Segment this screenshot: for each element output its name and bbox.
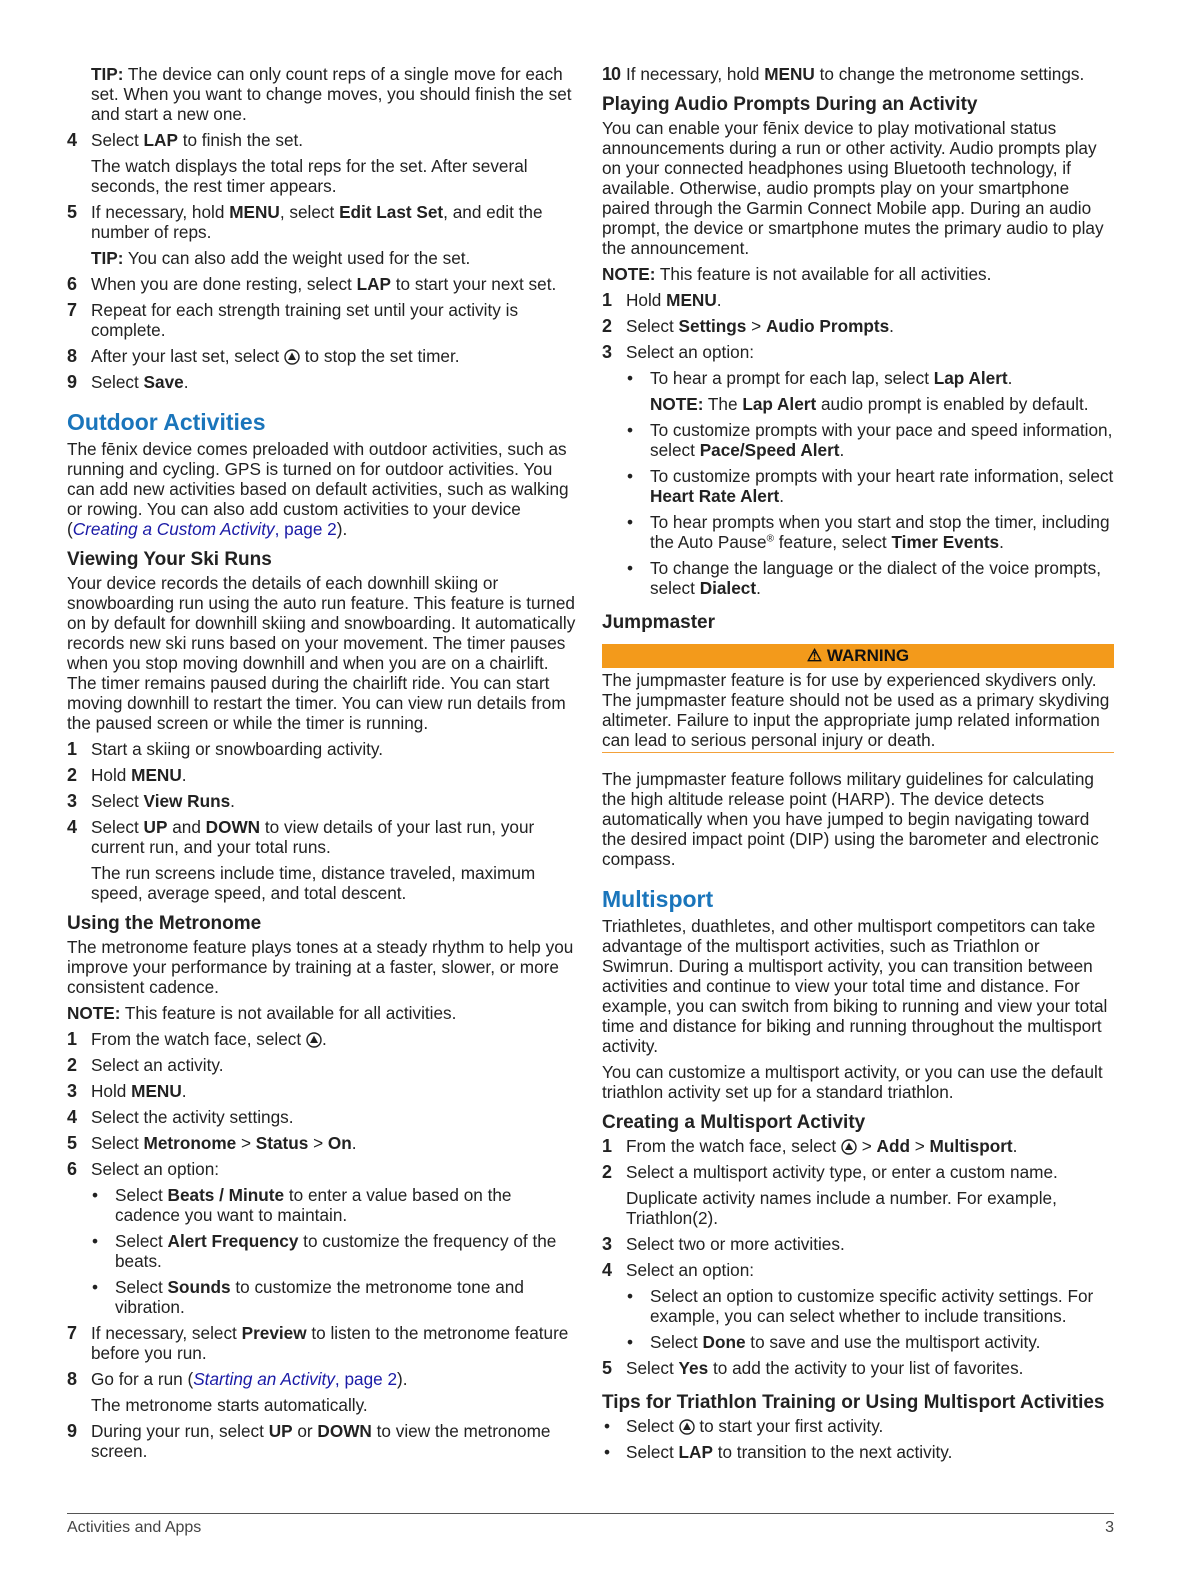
- step-number: 5: [602, 1358, 613, 1378]
- warning-icon: ⚠: [806, 646, 823, 665]
- step-number: 10: [602, 64, 621, 84]
- ski-step-4: [67, 817, 577, 857]
- step-note: The watch displays the total reps for the set. After several seconds, the rest timer appears.: [91, 156, 528, 196]
- create-option-customize: [602, 1286, 1114, 1326]
- step-text: ).: [397, 1369, 408, 1389]
- bullet-text: to start your first activity.: [694, 1416, 884, 1436]
- step-number: 3: [67, 1081, 78, 1101]
- menu-option: Heart Rate Alert: [650, 486, 780, 506]
- step-text: If necessary, hold: [626, 64, 765, 84]
- menu-option: Status: [255, 1133, 309, 1153]
- step-number: 1: [602, 290, 613, 310]
- path-separator: >: [236, 1133, 256, 1153]
- step-text: Hold: [626, 290, 667, 310]
- step-number: 3: [67, 791, 78, 811]
- step-text: to view the metronome screen.: [91, 1421, 551, 1461]
- step-text: If necessary, select: [91, 1323, 242, 1343]
- step-number: 2: [67, 1055, 78, 1075]
- down-key: DOWN: [205, 817, 261, 837]
- step-text: , select: [279, 202, 340, 222]
- multisport-heading: Multisport: [602, 886, 714, 912]
- bullet-text: Select: [626, 1442, 679, 1462]
- bullet-text: To hear prompts when you start and stop the timer, including the Auto Pause: [650, 512, 1110, 552]
- note-text: audio prompt is enabled by default.: [816, 394, 1089, 414]
- audio-prompts-heading: Playing Audio Prompts During an Activity: [602, 94, 978, 115]
- menu-option: Metronome: [143, 1133, 237, 1153]
- menu-option: Alert Frequency: [167, 1231, 299, 1251]
- step-text: Hold: [91, 1081, 132, 1101]
- step-number: 5: [67, 202, 78, 222]
- audio-step-2: [602, 316, 1114, 336]
- step-text: .: [1012, 1136, 1018, 1156]
- left-column: [67, 64, 577, 1467]
- step-text: Select: [91, 791, 144, 811]
- step-number: 8: [67, 346, 78, 366]
- bullet-text: .: [756, 578, 761, 598]
- step-text: Select two or more activities.: [626, 1234, 845, 1254]
- tip-paragraph: [91, 248, 577, 268]
- step-text: , and edit the number of reps.: [91, 202, 543, 242]
- metro-option-alert-frequency: [67, 1231, 577, 1271]
- link-page[interactable]: , page 2: [334, 1369, 398, 1389]
- paragraph-text: The fēnix device comes preloaded with outdoor activities, such as running and cycling. GPS is turned on for outdoor activities. You can add new activities based on default activities, such as walking or rowing. You can also add custom activities to your device (: [67, 439, 569, 539]
- menu-option: Beats / Minute: [167, 1185, 285, 1205]
- path-separator: >: [746, 316, 766, 336]
- step-text: or: [292, 1421, 318, 1441]
- step-text: Select: [91, 130, 144, 150]
- step-text: .: [181, 765, 187, 785]
- menu-option: Edit Last Set: [339, 202, 444, 222]
- bullet-icon: •: [604, 1442, 611, 1462]
- step-number: 5: [67, 1133, 78, 1153]
- metro-step-4: [67, 1107, 577, 1127]
- step-text: If necessary, hold: [91, 202, 230, 222]
- bullet-text: Select: [626, 1416, 679, 1436]
- tip-text: You can also add the weight used for the set.: [123, 248, 471, 268]
- tip-paragraph: [91, 64, 577, 124]
- bullet-text: .: [839, 440, 845, 460]
- step-text: .: [889, 316, 894, 336]
- save-option: Save: [143, 372, 184, 392]
- step-number: 1: [67, 739, 78, 759]
- ski-step-1: [67, 739, 577, 759]
- note-label: NOTE:: [67, 1003, 121, 1023]
- step-text: Hold: [91, 765, 132, 785]
- bullet-text: .: [779, 486, 785, 506]
- note-text: This feature is not available for all activities.: [655, 264, 992, 284]
- ski-runs-heading: Viewing Your Ski Runs: [67, 549, 272, 570]
- step-text: to start your next set.: [390, 274, 557, 294]
- ski-step-2: [67, 765, 577, 785]
- bullet-text: to enter a value based on the cadence you want to maintain.: [115, 1185, 512, 1225]
- step-number: 9: [67, 1421, 78, 1441]
- menu-option: View Runs: [143, 791, 231, 811]
- menu-option: Add: [876, 1136, 910, 1156]
- step-text: .: [321, 1029, 327, 1049]
- warning-banner: [602, 644, 1114, 668]
- step-number: 2: [602, 1162, 613, 1182]
- menu-key: MENU: [666, 290, 717, 310]
- bullet-text: .: [999, 532, 1004, 552]
- step-number: 8: [67, 1369, 78, 1389]
- step-9: [67, 372, 577, 392]
- bullet-text: Select an option to customize specific activity settings. For example, you can select whether to include transitions.: [650, 1286, 1094, 1326]
- menu-option: Timer Events: [891, 532, 1000, 552]
- lap-key: LAP: [356, 274, 391, 294]
- step-8: [67, 346, 577, 366]
- link-page[interactable]: , page 2: [274, 519, 337, 539]
- step-5: [67, 202, 577, 242]
- bullet-text: To customize prompts with your pace and speed information, select: [650, 420, 1113, 460]
- bullet-text: to save and use the multisport activity.: [745, 1332, 1041, 1352]
- metro-step-5: [67, 1133, 577, 1153]
- step-text: Select: [91, 817, 144, 837]
- note-paragraph: [602, 394, 1114, 414]
- step-text: to stop the set timer.: [299, 346, 460, 366]
- menu-option: Preview: [241, 1323, 307, 1343]
- menu-option: Dialect: [699, 578, 757, 598]
- step-text: Repeat for each strength training set until your activity is complete.: [91, 300, 519, 340]
- warning-text: The jumpmaster feature is for use by experienced skydivers only. The jumpmaster feature should not be used as a primary skydiving altimeter. Failure to input the appropriate jump related information can lead to serious personal injury or death.: [602, 670, 1110, 750]
- path-separator: >: [308, 1133, 328, 1153]
- bullet-icon: •: [92, 1185, 99, 1205]
- step-text: When you are done resting, select: [91, 274, 357, 294]
- step-note: The metronome starts automatically.: [91, 1395, 368, 1415]
- ski-step-3: [67, 791, 577, 811]
- create-step-4: [602, 1260, 1114, 1280]
- page-number: 3: [1105, 1519, 1114, 1536]
- bullet-text: to customize the frequency of the beats.: [115, 1231, 557, 1271]
- link-title[interactable]: Creating a Custom Activity: [72, 519, 275, 539]
- step-text: to add the activity to your list of favorites.: [708, 1358, 1024, 1378]
- step-text: to view details of your last run, your current run, and your total runs.: [91, 817, 535, 857]
- bullet-icon: •: [627, 1332, 634, 1352]
- footer-section-title: Activities and Apps: [67, 1519, 202, 1536]
- start-button-icon: [284, 349, 300, 365]
- bullet-text: To customize prompts with your heart rate information, select: [650, 466, 1114, 486]
- audio-option-dialect: [602, 558, 1114, 598]
- note-paragraph: [602, 264, 1114, 284]
- ski-runs-paragraph: Your device records the details of each downhill skiing or snowboarding run using the auto run feature. This feature is turned on by default for downhill skiing and snowboarding. It automatically records new ski runs based on your movement. The timer pauses when you stop moving downhill and when you are on a chairlift. The timer remains paused during the chairlift ride. You can start moving downhill to restart the timer. You can view run details from the paused screen or while the timer is running.: [67, 573, 576, 733]
- metronome-heading: Using the Metronome: [67, 913, 262, 934]
- bullet-text: To change the language or the dialect of the voice prompts, select: [650, 558, 1101, 598]
- step-number: 3: [602, 342, 613, 362]
- step-text: .: [716, 290, 722, 310]
- step-text: to listen to the metronome feature before you run.: [91, 1323, 569, 1363]
- menu-option: Settings: [678, 316, 747, 336]
- metro-step-2: [67, 1055, 577, 1075]
- start-button-icon: [679, 1419, 695, 1435]
- step-text: During your run, select: [91, 1421, 269, 1441]
- bullet-text: .: [1007, 368, 1013, 388]
- multisport-paragraph-2: You can customize a multisport activity, or you can use the default triathlon activity set up for a standard triathlon.: [602, 1062, 1103, 1102]
- audio-step-3: [602, 342, 1114, 362]
- step-number: 4: [602, 1260, 613, 1280]
- paragraph-text: ).: [336, 519, 348, 539]
- note-label: NOTE:: [650, 394, 704, 414]
- step-text: After your last set, select: [91, 346, 284, 366]
- metro-step-9: [67, 1421, 577, 1461]
- audio-option-lap-alert: [602, 368, 1114, 388]
- tip-item-lap: [602, 1442, 1114, 1462]
- create-step-5: [602, 1358, 1114, 1378]
- metro-option-beats: [67, 1185, 577, 1225]
- step-text: Select an activity.: [91, 1055, 224, 1075]
- bullet-text: To hear a prompt for each lap, select: [650, 368, 934, 388]
- bullet-text: to transition to the next activity.: [712, 1442, 953, 1462]
- step-text: Select: [626, 1358, 679, 1378]
- right-column: [602, 64, 1114, 1468]
- outdoor-activities-heading: Outdoor Activities: [67, 409, 266, 435]
- step-number: 2: [602, 316, 613, 336]
- metro-step-7: [67, 1323, 577, 1363]
- step-number: 9: [67, 372, 78, 392]
- note-paragraph: [67, 1003, 577, 1023]
- audio-option-pace-speed: [602, 420, 1114, 460]
- menu-option: On: [327, 1133, 352, 1153]
- menu-option: Yes: [678, 1358, 709, 1378]
- step-text: to finish the set.: [177, 130, 304, 150]
- starting-activity-link[interactable]: [193, 1369, 397, 1389]
- step-number: 1: [67, 1029, 78, 1049]
- step-7: [67, 300, 577, 340]
- metro-step-1: [67, 1029, 577, 1049]
- bullet-icon: •: [604, 1416, 611, 1436]
- create-step-3: [602, 1234, 1114, 1254]
- step-text: Select: [626, 316, 679, 336]
- audio-option-heart-rate: [602, 466, 1114, 506]
- step-text: Go for a run (: [91, 1369, 194, 1389]
- menu-option: Pace/Speed Alert: [699, 440, 840, 460]
- step-text: From the watch face, select: [91, 1029, 306, 1049]
- jumpmaster-heading: Jumpmaster: [602, 612, 715, 633]
- triathlon-tips-heading: Tips for Triathlon Training or Using Multisport Activities: [602, 1392, 1105, 1413]
- warning-label: WARNING: [826, 646, 910, 665]
- bullet-icon: •: [627, 420, 634, 440]
- bullet-text: Select: [115, 1277, 168, 1297]
- step-6: [67, 274, 577, 294]
- menu-key: MENU: [764, 64, 815, 84]
- step-note: The run screens include time, distance traveled, maximum speed, average speed, and total descent.: [91, 863, 536, 903]
- step-number: 2: [67, 765, 78, 785]
- bullet-icon: •: [92, 1231, 99, 1251]
- menu-option: Sounds: [167, 1277, 231, 1297]
- step-number: 6: [67, 1159, 78, 1179]
- registered-mark: ®: [766, 533, 774, 545]
- page-footer: [67, 1513, 1114, 1536]
- audio-prompts-paragraph: You can enable your fēnix device to play motivational status announcements during a run or other activity. Audio prompts play on your connected headphones using Bluetooth technology, if available. Otherwise, audio prompts play on your smartphone paired through the Garmin Connect Mobile app. During an audio prompt, the device or smartphone mutes the primary audio to play the announcement.: [602, 118, 1104, 258]
- bullet-text: Select: [650, 1332, 703, 1352]
- step-text: Select: [91, 372, 144, 392]
- tip-label: TIP:: [91, 64, 124, 84]
- step-text: Select an option:: [91, 1159, 220, 1179]
- step-number: 7: [67, 300, 78, 320]
- step-4: [67, 130, 577, 150]
- step-text: Start a skiing or snowboarding activity.: [91, 739, 384, 759]
- menu-key: MENU: [131, 1081, 182, 1101]
- tip-text: The device can only count reps of a single move for each set. When you want to change moves, you should finish the set and start a new one.: [91, 64, 572, 124]
- tip-label: TIP:: [91, 248, 124, 268]
- bullet-icon: •: [627, 466, 634, 486]
- bullet-text: to customize the metronome tone and vibration.: [115, 1277, 524, 1317]
- step-text: Select an option:: [626, 1260, 755, 1280]
- bullet-icon: •: [627, 558, 634, 578]
- metro-step-3: [67, 1081, 577, 1101]
- custom-activity-link[interactable]: [73, 519, 337, 539]
- step-number: 3: [602, 1234, 613, 1254]
- step-text: Select a multisport activity type, or enter a custom name.: [626, 1162, 1058, 1182]
- up-key: UP: [143, 817, 168, 837]
- menu-option: Lap Alert: [742, 394, 817, 414]
- note-text: The: [703, 394, 743, 414]
- menu-option: Audio Prompts: [765, 316, 890, 336]
- step-text: Select an option:: [626, 342, 755, 362]
- metro-step-6: [67, 1159, 577, 1179]
- menu-key: MENU: [229, 202, 280, 222]
- down-key: DOWN: [317, 1421, 372, 1441]
- step-number: 6: [67, 274, 78, 294]
- note-label: NOTE:: [602, 264, 656, 284]
- tip-item-start: [602, 1416, 1114, 1436]
- step-text: .: [230, 791, 235, 811]
- create-step-1: [602, 1136, 1114, 1156]
- step-text: and: [167, 817, 206, 837]
- path-separator: >: [856, 1136, 877, 1156]
- bullet-text: feature, select: [773, 532, 892, 552]
- audio-step-1: [602, 290, 1114, 310]
- create-option-done: [602, 1332, 1114, 1352]
- bullet-text: Select: [115, 1185, 168, 1205]
- bullet-icon: •: [627, 1286, 634, 1306]
- menu-option: Multisport: [929, 1136, 1013, 1156]
- start-button-icon: [306, 1032, 322, 1048]
- menu-key: MENU: [131, 765, 182, 785]
- link-title[interactable]: Starting an Activity: [193, 1369, 335, 1389]
- step-text: to change the metronome settings.: [814, 64, 1085, 84]
- step-text: From the watch face, select: [626, 1136, 841, 1156]
- metro-step-10: [602, 64, 1114, 84]
- step-number: 4: [67, 817, 78, 837]
- start-button-icon: [841, 1139, 857, 1155]
- outdoor-paragraph: [67, 439, 577, 539]
- bullet-icon: •: [627, 512, 634, 532]
- step-number: 1: [602, 1136, 613, 1156]
- metro-option-sounds: [67, 1277, 577, 1317]
- jumpmaster-paragraph: The jumpmaster feature follows military guidelines for calculating the high altitude release point (HARP). The device detects automatically when you have jumped to begin navigating toward the desired impact point (DIP) using the barometer and electronic compass.: [602, 769, 1099, 869]
- bullet-text: Select: [115, 1231, 168, 1251]
- path-separator: >: [909, 1136, 930, 1156]
- step-number: 7: [67, 1323, 78, 1343]
- create-multisport-heading: Creating a Multisport Activity: [602, 1112, 866, 1133]
- step-text: Select: [91, 1133, 144, 1153]
- warning-box: [602, 668, 1114, 753]
- step-note: Duplicate activity names include a number. For example, Triathlon(2).: [626, 1188, 1057, 1228]
- menu-option: Lap Alert: [933, 368, 1008, 388]
- lap-key: LAP: [143, 130, 178, 150]
- metro-step-8: [67, 1369, 577, 1389]
- note-text: This feature is not available for all activities.: [120, 1003, 457, 1023]
- step-number: 4: [67, 1107, 78, 1127]
- lap-key: LAP: [678, 1442, 713, 1462]
- bullet-icon: •: [92, 1277, 99, 1297]
- metronome-paragraph: The metronome feature plays tones at a steady rhythm to help you improve your performance by training at a faster, slower, or more consistent cadence.: [67, 937, 574, 997]
- step-text: .: [181, 1081, 187, 1101]
- step-text: .: [183, 372, 189, 392]
- multisport-paragraph: Triathletes, duathletes, and other multisport competitors can take advantage of the multisport activities, such as Triathlon or Swimrun. During a multisport activity, you can transition between activities and continue to view your total time and distance. For example, you can switch from biking to running and view your total time and distance for biking and running throughout the multisport activity.: [602, 916, 1108, 1056]
- step-text: Select the activity settings.: [91, 1107, 294, 1127]
- bullet-icon: •: [627, 368, 634, 388]
- up-key: UP: [268, 1421, 293, 1441]
- step-text: .: [351, 1133, 357, 1153]
- step-number: 4: [67, 130, 78, 150]
- menu-option: Done: [702, 1332, 746, 1352]
- create-step-2: [602, 1162, 1114, 1182]
- audio-option-timer-events: [602, 512, 1114, 552]
